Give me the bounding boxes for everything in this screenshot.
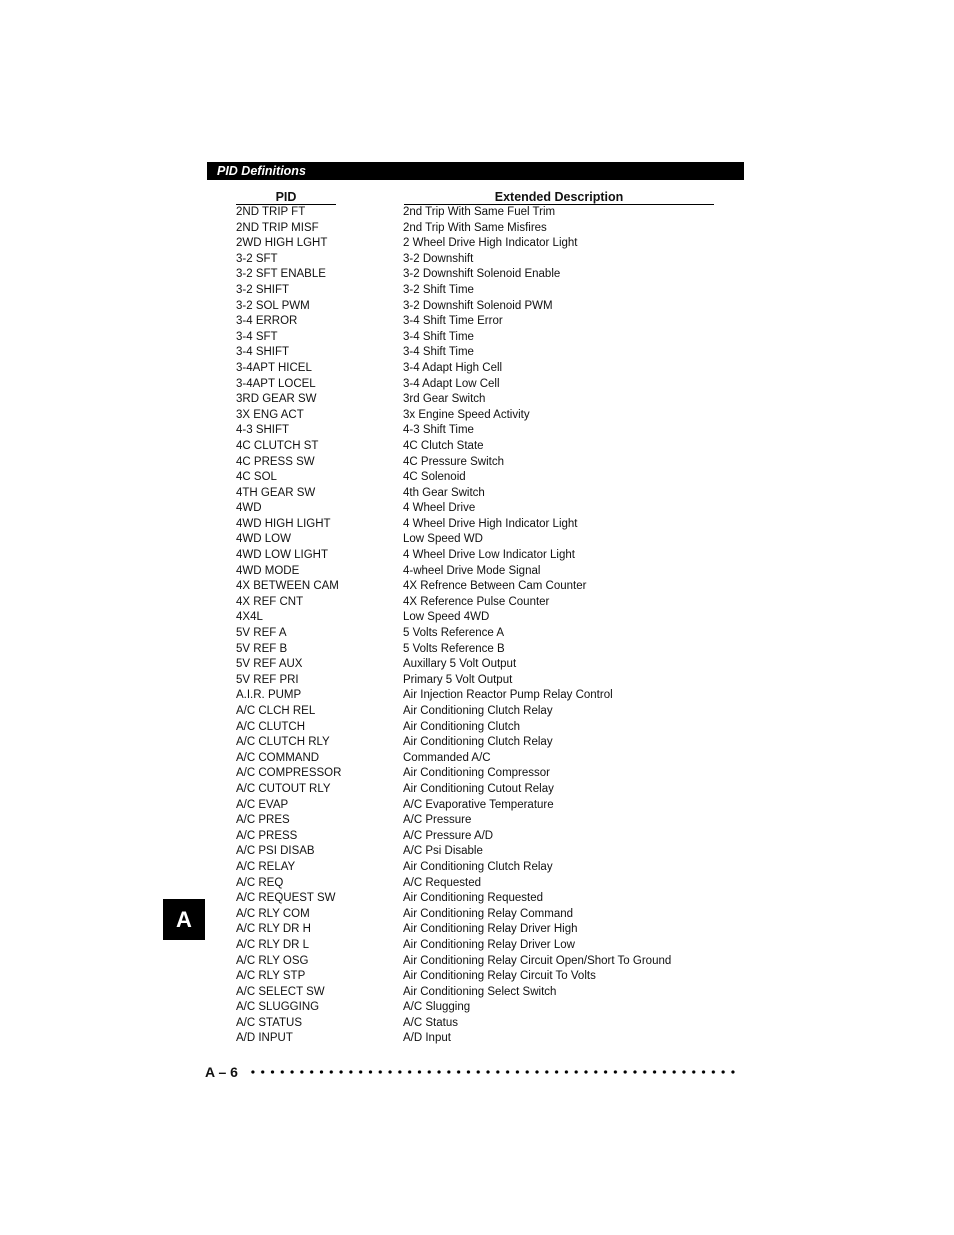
description-cell: 4C Pressure Switch	[403, 455, 504, 468]
pid-cell: A/C REQ	[236, 876, 284, 889]
table-row	[0, 626, 954, 642]
pid-cell: 2ND TRIP FT	[236, 206, 306, 218]
description-cell: 3-2 Downshift Solenoid PWM	[403, 299, 553, 312]
table-row	[0, 595, 954, 611]
description-cell: Auxillary 5 Volt Output	[403, 658, 517, 671]
pid-cell: A/C REQUEST SW	[236, 892, 336, 905]
table-row	[0, 610, 954, 626]
table-row	[0, 345, 954, 361]
table-row	[0, 517, 954, 533]
pid-cell: 3-4APT HICEL	[236, 361, 312, 374]
section-header-bar	[207, 162, 744, 180]
table-row	[0, 423, 954, 439]
pid-cell: 5V REF AUX	[236, 658, 303, 671]
description-cell: 3-2 Downshift	[403, 252, 474, 265]
pid-cell: A/C CLUTCH RLY	[236, 736, 330, 749]
table-row	[0, 891, 954, 907]
description-cell: A/D Input	[403, 1032, 451, 1045]
pid-cell: 3-4 SHIFT	[236, 346, 290, 359]
description-cell: 4 Wheel Drive High Indicator Light	[403, 517, 578, 530]
pid-cell: 4TH GEAR SW	[236, 486, 316, 499]
pid-cell: 4C CLUTCH ST	[236, 439, 319, 452]
pid-cell: A/C COMPRESSOR	[236, 767, 342, 780]
table-row	[0, 876, 954, 892]
pid-cell: 4WD MODE	[236, 564, 300, 577]
table-row	[0, 829, 954, 845]
table-row	[0, 844, 954, 860]
description-cell: Air Conditioning Relay Circuit Open/Short To Ground	[403, 954, 672, 967]
pid-cell: 4-3 SHIFT	[236, 424, 290, 437]
pid-cell: A/C PRES	[236, 814, 290, 827]
description-cell: 3-2 Downshift Solenoid Enable	[403, 268, 561, 281]
description-cell: Air Conditioning Relay Command	[403, 907, 574, 920]
table-row	[0, 564, 954, 580]
table-row	[0, 252, 954, 268]
table-row	[0, 1000, 954, 1016]
pid-cell: A/C COMMAND	[236, 751, 320, 764]
pid-cell: 5V REF PRI	[236, 673, 299, 686]
pid-cell: A/D INPUT	[236, 1032, 293, 1045]
pid-cell: 3-4APT LOCEL	[236, 377, 316, 390]
description-cell: Air Conditioning Cutout Relay	[403, 782, 554, 795]
table-row	[0, 720, 954, 736]
table-row	[0, 501, 954, 517]
description-cell: A/C Status	[403, 1016, 458, 1029]
pid-cell: 4WD HIGH LIGHT	[236, 517, 331, 530]
pid-cell: A/C RLY DR H	[236, 923, 311, 936]
pid-cell: A/C EVAP	[236, 798, 289, 811]
table-row	[0, 657, 954, 673]
pid-cell: 4X BETWEEN CAM	[236, 580, 339, 593]
description-cell: Air Conditioning Clutch Relay	[403, 736, 553, 749]
description-cell: 3rd Gear Switch	[403, 393, 486, 406]
description-cell: 4 Wheel Drive	[403, 502, 476, 515]
description-cell: 4C Clutch State	[403, 439, 484, 452]
section-tab-a: A	[163, 899, 205, 940]
description-cell: A/C Evaporative Temperature	[403, 798, 554, 811]
pid-cell: A/C SLUGGING	[236, 1001, 320, 1014]
table-row	[0, 813, 954, 829]
pid-cell: 4WD LOW	[236, 533, 291, 546]
description-cell: Air Conditioning Relay Circuit To Volts	[403, 970, 596, 983]
table-row	[0, 299, 954, 315]
table-row	[0, 330, 954, 346]
pid-cell: 3-2 SOL PWM	[236, 299, 310, 312]
table-row	[0, 688, 954, 704]
pid-cell: 3-2 SFT ENABLE	[236, 268, 326, 281]
table-row	[0, 377, 954, 393]
pid-cell: A.I.R. PUMP	[236, 689, 302, 702]
description-cell: Air Conditioning Requested	[403, 892, 544, 905]
description-cell: 4-wheel Drive Mode Signal	[403, 564, 541, 577]
table-row	[0, 1031, 954, 1047]
description-cell: 2nd Trip With Same Fuel Trim	[403, 206, 556, 218]
description-cell: Commanded A/C	[403, 751, 491, 764]
description-cell: Air Conditioning Clutch	[403, 720, 520, 733]
table-row	[0, 579, 954, 595]
page-footer	[205, 1063, 745, 1081]
description-cell: Air Conditioning Relay Driver High	[403, 923, 578, 936]
description-cell: 3-4 Shift Time	[403, 346, 474, 359]
pid-cell: A/C RELAY	[236, 860, 296, 873]
pid-cell: 4X REF CNT	[236, 595, 304, 608]
table-row	[0, 267, 954, 283]
pid-cell: A/C CLCH REL	[236, 705, 316, 717]
table-row	[0, 860, 954, 876]
description-cell: 5 Volts Reference B	[403, 642, 505, 655]
table-row	[0, 532, 954, 548]
pid-cell: 3-2 SHIFT	[236, 283, 290, 296]
pid-cell: A/C PSI DISAB	[236, 845, 315, 858]
pid-cell: 4C SOL	[236, 471, 277, 484]
table-row	[0, 766, 954, 782]
description-cell: 4-3 Shift Time	[403, 424, 474, 437]
description-cell: 4X Refrence Between Cam Counter	[403, 580, 587, 593]
table-row	[0, 548, 954, 564]
description-cell: 3-4 Shift Time Error	[403, 315, 503, 328]
pid-cell: A/C CLUTCH	[236, 720, 306, 733]
pid-cell: 3-4 SFT	[236, 330, 278, 343]
table-row	[0, 642, 954, 658]
description-cell: Air Conditioning Clutch Relay	[403, 860, 553, 873]
pid-column-header: PID	[236, 190, 336, 205]
pid-cell: 2WD HIGH LGHT	[236, 237, 328, 250]
pid-cell: A/C PRESS	[236, 829, 298, 842]
table-row	[0, 455, 954, 471]
description-cell: 5 Volts Reference A	[403, 627, 505, 640]
table-row	[0, 969, 954, 985]
table-row	[0, 938, 954, 954]
page-number: A – 6	[205, 1064, 238, 1080]
description-cell: 3-4 Shift Time	[403, 330, 474, 343]
table-row	[0, 922, 954, 938]
description-cell: A/C Pressure	[403, 814, 472, 827]
pid-cell: 2ND TRIP MISF	[236, 221, 319, 234]
description-column-header: Extended Description	[404, 190, 714, 205]
description-cell: Primary 5 Volt Output	[403, 673, 513, 686]
table-row	[0, 470, 954, 486]
pid-cell: 4WD LOW LIGHT	[236, 549, 329, 562]
table-row	[0, 782, 954, 798]
table-row	[0, 392, 954, 408]
table-row	[0, 751, 954, 767]
pid-cell: A/C RLY COM	[236, 907, 310, 920]
pid-cell: 3-2 SFT	[236, 252, 278, 265]
table-row	[0, 907, 954, 923]
table-row	[0, 314, 954, 330]
table-row	[0, 985, 954, 1001]
description-cell: 3x Engine Speed Activity	[403, 408, 530, 421]
table-row	[0, 205, 954, 221]
pid-cell: A/C RLY STP	[236, 970, 306, 983]
table-row	[0, 954, 954, 970]
table-row	[0, 704, 954, 720]
table-row	[0, 439, 954, 455]
description-cell: 3-4 Adapt High Cell	[403, 361, 503, 374]
pid-cell: 4X4L	[236, 611, 263, 624]
description-cell: 3-4 Adapt Low Cell	[403, 377, 500, 390]
description-cell: A/C Slugging	[403, 1001, 471, 1014]
pid-cell: 4C PRESS SW	[236, 455, 315, 468]
dotted-leader	[248, 1070, 738, 1074]
description-cell: 4X Reference Pulse Counter	[403, 595, 550, 608]
description-cell: Low Speed 4WD	[403, 611, 490, 624]
description-cell: 4th Gear Switch	[403, 486, 485, 499]
table-row	[0, 798, 954, 814]
description-cell: A/C Psi Disable	[403, 845, 483, 858]
table-row	[0, 361, 954, 377]
pid-cell: A/C SELECT SW	[236, 985, 325, 998]
description-cell: A/C Pressure A/D	[403, 829, 494, 842]
table-row	[0, 408, 954, 424]
description-cell: Air Conditioning Relay Driver Low	[403, 938, 575, 951]
table-row	[0, 221, 954, 237]
pid-cell: 5V REF A	[236, 627, 287, 640]
description-cell: A/C Requested	[403, 876, 481, 889]
pid-cell: A/C RLY OSG	[236, 954, 309, 967]
description-cell: 4 Wheel Drive Low Indicator Light	[403, 549, 575, 562]
pid-definitions-table	[0, 205, 954, 1047]
pid-cell: A/C CUTOUT RLY	[236, 782, 331, 795]
description-cell: 3-2 Shift Time	[403, 283, 474, 296]
description-cell: Air Conditioning Select Switch	[403, 985, 557, 998]
description-cell: Low Speed WD	[403, 533, 483, 546]
pid-cell: 3X ENG ACT	[236, 408, 304, 421]
table-row	[0, 735, 954, 751]
pid-cell: 5V REF B	[236, 642, 288, 655]
description-cell: 2nd Trip With Same Misfires	[403, 221, 547, 234]
description-cell: Air Conditioning Clutch Relay	[403, 705, 553, 717]
pid-cell: A/C STATUS	[236, 1016, 303, 1029]
pid-cell: 3RD GEAR SW	[236, 393, 317, 406]
description-cell: Air Injection Reactor Pump Relay Control	[403, 689, 613, 702]
pid-cell: 4WD	[236, 502, 262, 515]
section-title: PID Definitions	[217, 164, 306, 178]
table-row	[0, 236, 954, 252]
pid-cell: A/C RLY DR L	[236, 938, 310, 951]
pid-cell: 3-4 ERROR	[236, 315, 298, 328]
table-row	[0, 486, 954, 502]
description-cell: Air Conditioning Compressor	[403, 767, 551, 780]
description-cell: 2 Wheel Drive High Indicator Light	[403, 237, 578, 250]
table-row	[0, 283, 954, 299]
table-row	[0, 1016, 954, 1032]
description-cell: 4C Solenoid	[403, 471, 466, 484]
table-row	[0, 673, 954, 689]
